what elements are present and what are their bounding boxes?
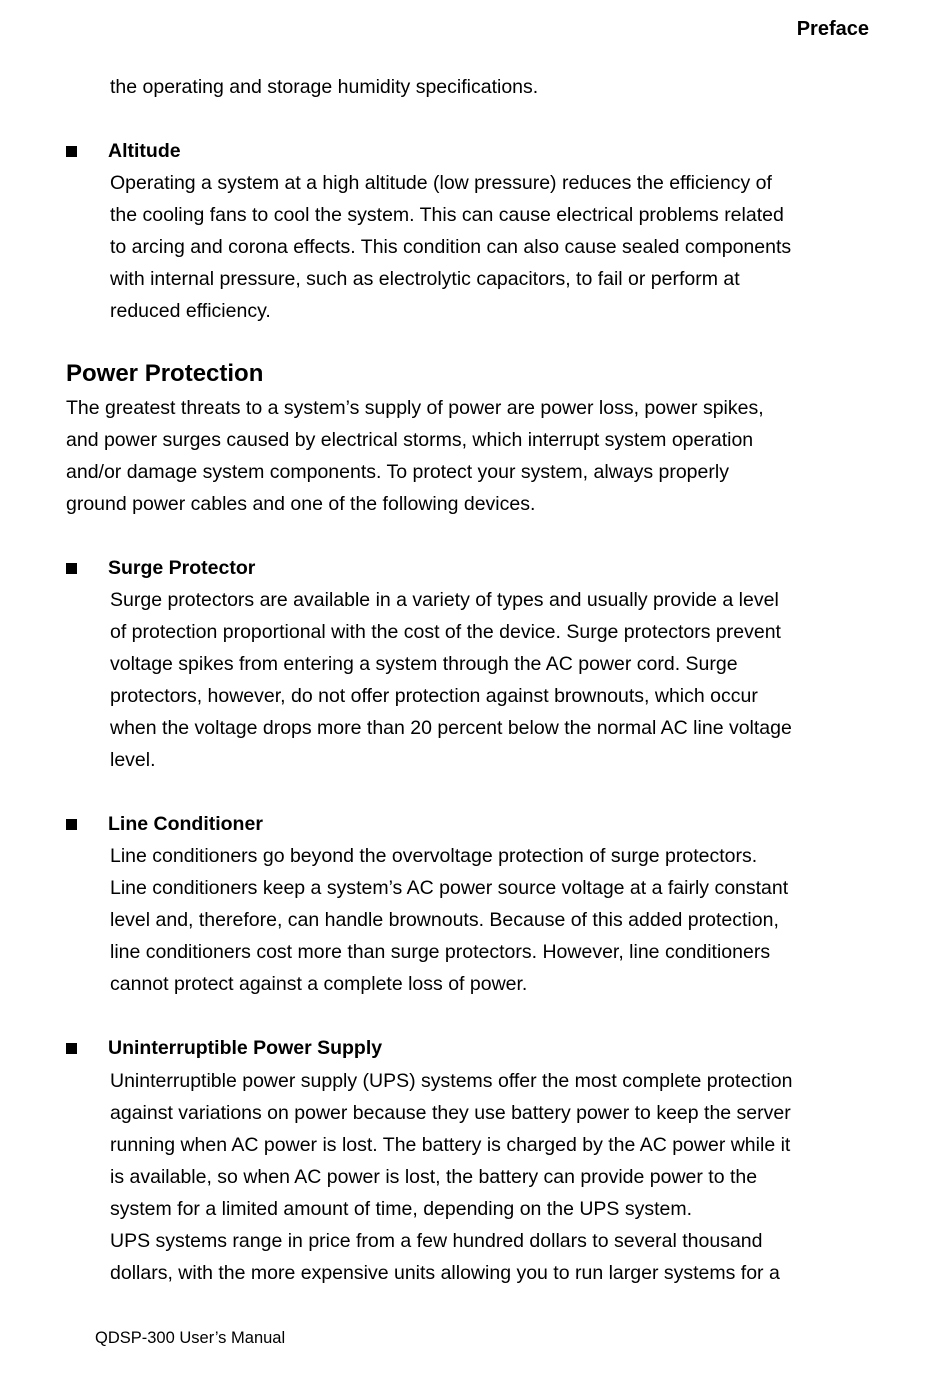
surge-protector-text-line: voltage spikes from entering a system through the AC power cord. Surge	[110, 653, 738, 675]
power-protection-text-line: and/or damage system components. To protect your system, always properly	[66, 461, 729, 483]
line-conditioner-text-line: Line conditioners go beyond the overvoltage protection of surge protectors.	[110, 845, 758, 867]
surge-protector-text-line: level.	[110, 749, 156, 771]
line-conditioner-text-line: level and, therefore, can handle brownouts. Because of this added protection,	[110, 909, 779, 931]
altitude-text-line: to arcing and corona effects. This condition can also cause sealed components	[110, 236, 792, 258]
bullet-heading-altitude	[66, 139, 181, 163]
altitude-text-line: the cooling fans to cool the system. This can cause electrical problems related	[110, 204, 784, 226]
bullet-heading-label: Line Conditioner	[108, 812, 263, 835]
surge-protector-text-line: Surge protectors are available in a variety of types and usually provide a level	[110, 589, 779, 611]
ups-text-line: Uninterruptible power supply (UPS) systems offer the most complete protection	[110, 1070, 793, 1092]
ups-text-line: against variations on power because they use battery power to keep the server	[110, 1102, 791, 1124]
ups-text-line: running when AC power is lost. The battery is charged by the AC power while it	[110, 1134, 791, 1156]
power-protection-text-line: The greatest threats to a system’s supply of power are power loss, power spikes,	[66, 397, 764, 419]
ups-text-line: system for a limited amount of time, depending on the UPS system.	[110, 1198, 693, 1220]
power-protection-text-line: ground power cables and one of the following devices.	[66, 493, 536, 515]
intro-text-line: the operating and storage humidity specifications.	[110, 76, 539, 98]
square-bullet-icon	[66, 146, 77, 157]
surge-protector-text-line: protectors, however, do not offer protection against brownouts, which occur	[110, 685, 758, 707]
bullet-heading-surge-protector	[66, 556, 255, 580]
square-bullet-icon	[66, 563, 77, 574]
bullet-heading-label: Altitude	[108, 139, 181, 162]
square-bullet-icon	[66, 1043, 77, 1054]
ups-text-line: is available, so when AC power is lost, the battery can provide power to the	[110, 1166, 758, 1188]
line-conditioner-text-line: line conditioners cost more than surge protectors. However, line conditioners	[110, 941, 771, 963]
ups-text-line: dollars, with the more expensive units allowing you to run larger systems for a	[110, 1262, 780, 1284]
ups-text-line: UPS systems range in price from a few hundred dollars to several thousand	[110, 1230, 763, 1252]
surge-protector-text-line: of protection proportional with the cost of the device. Surge protectors prevent	[110, 621, 781, 643]
power-protection-text-line: and power surges caused by electrical storms, which interrupt system operation	[66, 429, 754, 451]
page-header-title: Preface	[796, 18, 869, 40]
bullet-heading-label: Surge Protector	[108, 556, 256, 579]
bullet-heading-ups	[66, 1036, 382, 1060]
altitude-text-line: with internal pressure, such as electrolytic capacitors, to fail or perform at	[110, 268, 740, 290]
line-conditioner-text-line: Line conditioners keep a system’s AC power source voltage at a fairly constant	[110, 877, 789, 899]
section-heading-power-protection: Power Protection	[66, 360, 264, 387]
altitude-text-line: reduced efficiency.	[110, 300, 271, 322]
line-conditioner-text-line: cannot protect against a complete loss of power.	[110, 973, 528, 995]
page-footer-text: QDSP-300 User’s Manual	[95, 1329, 286, 1347]
square-bullet-icon	[66, 819, 77, 830]
bullet-heading-label: Uninterruptible Power Supply	[108, 1036, 383, 1059]
altitude-text-line: Operating a system at a high altitude (low pressure) reduces the efficiency of	[110, 172, 772, 194]
surge-protector-text-line: when the voltage drops more than 20 percent below the normal AC line voltage	[110, 717, 792, 739]
bullet-heading-line-conditioner	[66, 812, 263, 836]
